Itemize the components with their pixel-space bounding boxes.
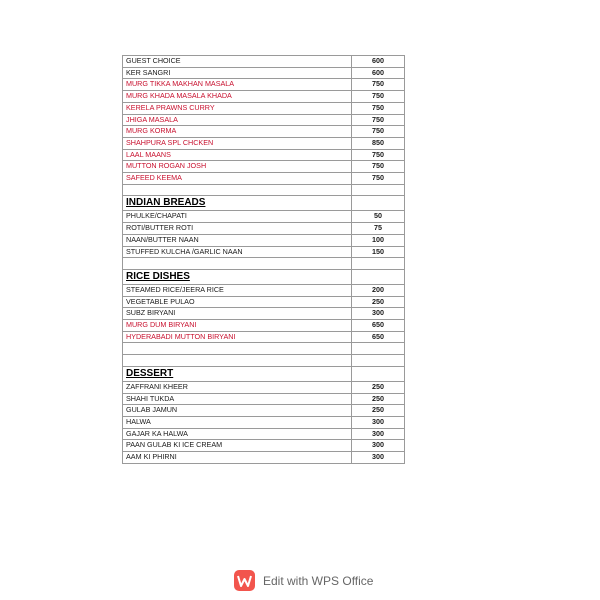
menu-item-row (123, 234, 405, 246)
section-heading-row (123, 269, 405, 284)
section-heading: INDIAN BREADS (123, 196, 352, 211)
menu-item-name: JHIGA MASALA (123, 114, 352, 126)
section-heading-spacer (352, 196, 405, 211)
menu-item-name: MUTTON ROGAN JOSH (123, 161, 352, 173)
menu-item-row (123, 452, 405, 464)
menu-item-name: SHAHPURA SPL CHCKEN (123, 137, 352, 149)
menu-item-price: 750 (352, 161, 405, 173)
menu-item-name: STEAMED RICE/JEERA RICE (123, 284, 352, 296)
menu-item-row (123, 137, 405, 149)
menu-table (122, 55, 405, 464)
menu-item-price: 750 (352, 79, 405, 91)
menu-item-row (123, 102, 405, 114)
blank-row (123, 355, 405, 367)
blank-cell (352, 343, 405, 355)
section-heading-spacer (352, 366, 405, 381)
menu-item-name: MURG TIKKA MAKHAN MASALA (123, 79, 352, 91)
menu-item-price: 250 (352, 381, 405, 393)
menu-item-name: LAAL MAANS (123, 149, 352, 161)
menu-item-row (123, 223, 405, 235)
blank-cell (352, 258, 405, 270)
menu-item-name: KERELA PRAWNS CURRY (123, 102, 352, 114)
menu-item-price: 300 (352, 440, 405, 452)
edit-with-wps-office-button[interactable] (234, 570, 373, 591)
menu-item-price: 650 (352, 320, 405, 332)
menu-item-price: 150 (352, 246, 405, 258)
menu-item-row (123, 381, 405, 393)
menu-item-name: VEGETABLE PULAO (123, 296, 352, 308)
blank-cell (123, 355, 352, 367)
menu-item-name: SHAHI TUKDA (123, 393, 352, 405)
wps-edit-label: Edit with WPS Office (263, 573, 374, 588)
menu-item-row (123, 126, 405, 138)
menu-item-price: 50 (352, 211, 405, 223)
menu-item-name: HALWA (123, 416, 352, 428)
blank-cell (123, 258, 352, 270)
menu-item-row (123, 91, 405, 103)
blank-cell (123, 184, 352, 196)
menu-item-price: 300 (352, 416, 405, 428)
menu-item-price: 250 (352, 296, 405, 308)
menu-item-row (123, 320, 405, 332)
menu-item-row (123, 296, 405, 308)
blank-cell (123, 343, 352, 355)
section-heading-row (123, 196, 405, 211)
menu-item-name: SAFEED KEEMA (123, 173, 352, 185)
menu-item-price: 100 (352, 234, 405, 246)
menu-item-name: ZAFFRANI KHEER (123, 381, 352, 393)
blank-row (123, 343, 405, 355)
blank-cell (352, 355, 405, 367)
wps-logo-icon (234, 570, 255, 591)
menu-item-row (123, 308, 405, 320)
menu-item-row (123, 284, 405, 296)
menu-item-row (123, 67, 405, 79)
menu-item-price: 600 (352, 67, 405, 79)
menu-item-price: 750 (352, 126, 405, 138)
menu-item-row (123, 428, 405, 440)
menu-item-name: STUFFED KULCHA /GARLIC NAAN (123, 246, 352, 258)
menu-item-row (123, 393, 405, 405)
menu-item-price: 850 (352, 137, 405, 149)
menu-item-row (123, 246, 405, 258)
menu-item-price: 200 (352, 284, 405, 296)
menu-item-name: NAAN/BUTTER NAAN (123, 234, 352, 246)
section-heading-row (123, 366, 405, 381)
menu-item-row (123, 114, 405, 126)
menu-item-row (123, 211, 405, 223)
menu-item-price: 750 (352, 173, 405, 185)
menu-item-name: PAAN GULAB KI ICE CREAM (123, 440, 352, 452)
menu-item-price: 600 (352, 56, 405, 68)
blank-row (123, 258, 405, 270)
blank-cell (352, 184, 405, 196)
menu-item-row (123, 173, 405, 185)
menu-item-name: SUBZ BIRYANI (123, 308, 352, 320)
section-heading: DESSERT (123, 366, 352, 381)
menu-item-price: 300 (352, 452, 405, 464)
menu-item-name: MURG DUM BIRYANI (123, 320, 352, 332)
section-heading-spacer (352, 269, 405, 284)
menu-item-price: 250 (352, 405, 405, 417)
menu-item-name: MURG KHADA MASALA KHADA (123, 91, 352, 103)
menu-item-price: 750 (352, 102, 405, 114)
menu-item-price: 300 (352, 308, 405, 320)
menu-item-name: KER SANGRI (123, 67, 352, 79)
menu-item-name: PHULKE/CHAPATI (123, 211, 352, 223)
menu-item-row (123, 149, 405, 161)
menu-item-name: GAJAR KA HALWA (123, 428, 352, 440)
menu-item-price: 750 (352, 91, 405, 103)
menu-item-row (123, 56, 405, 68)
menu-item-row (123, 79, 405, 91)
menu-item-price: 750 (352, 149, 405, 161)
menu-item-price: 650 (352, 331, 405, 343)
menu-item-row (123, 161, 405, 173)
menu-item-price: 750 (352, 114, 405, 126)
menu-item-row (123, 416, 405, 428)
menu-item-price: 250 (352, 393, 405, 405)
menu-item-price: 300 (352, 428, 405, 440)
menu-item-name: GUEST CHOICE (123, 56, 352, 68)
menu-item-price: 75 (352, 223, 405, 235)
menu-item-name: GULAB JAMUN (123, 405, 352, 417)
menu-item-row (123, 405, 405, 417)
menu-item-name: HYDERABADI MUTTON BIRYANI (123, 331, 352, 343)
menu-item-row (123, 331, 405, 343)
menu-item-name: MURG KORMA (123, 126, 352, 138)
menu-item-name: ROTI/BUTTER ROTI (123, 223, 352, 235)
blank-row (123, 184, 405, 196)
menu-item-row (123, 440, 405, 452)
section-heading: RICE DISHES (123, 269, 352, 284)
menu-item-name: AAM KI PHIRNI (123, 452, 352, 464)
